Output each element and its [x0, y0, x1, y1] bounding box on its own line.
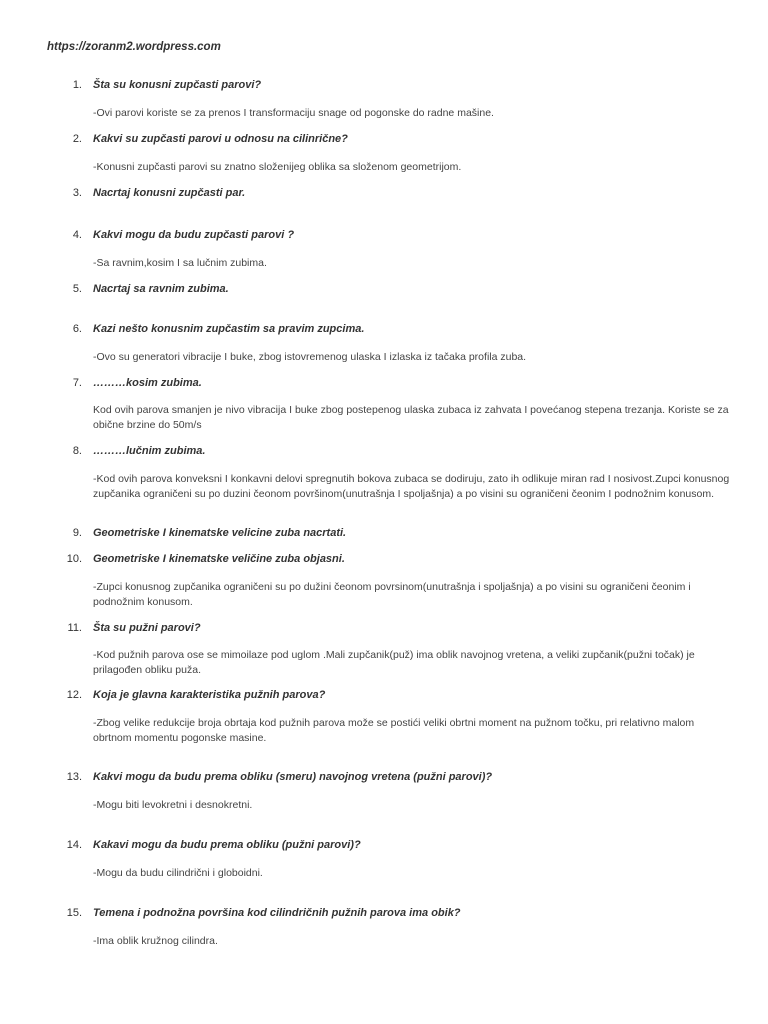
- item-number: 9.: [72, 527, 82, 539]
- item-number: 14.: [66, 839, 82, 851]
- question-text: Kakvi mogu da budu zupčasti parovi ?: [93, 229, 295, 241]
- item-number: 6.: [72, 323, 82, 335]
- question-text: Kazi nešto konusnim zupčastim sa pravim zupcima.: [93, 323, 365, 335]
- item-number: 3.: [72, 187, 82, 199]
- item-number: 8.: [72, 445, 82, 457]
- item-number: 12.: [66, 689, 82, 701]
- answer-text: -Kod ovih parova konveksni I konkavni delovi spregnutih bokova zubaca se dodiruju, zato ih odlikuje miran rad I nosivost.Zupci konusnog zupčanika ograničeni su po duzini čeonom površinom(unutrašnja I spoljašnja) a po visini su ograničeni čeonim I podnožnim konusom.: [93, 473, 730, 500]
- item-number: 1.: [72, 79, 82, 91]
- item-number: 7.: [72, 377, 82, 389]
- item-number: 10.: [66, 553, 82, 565]
- answer-text: -Mogu da budu cilindrični i globoidni.: [93, 867, 263, 879]
- item-number: 2.: [72, 133, 82, 145]
- question-text: Koja je glavna karakteristika pužnih parova?: [93, 689, 326, 701]
- question-text: Kakvi su zupčasti parovi u odnosu na cilinrične?: [93, 133, 348, 145]
- question-text: Geometriske I kinematske velicine zuba nacrtati.: [93, 527, 347, 539]
- item-number: 4.: [72, 229, 82, 241]
- question-text: Nacrtaj sa ravnim zubima.: [93, 283, 229, 295]
- question-text: Temena i podnožna površina kod cilindričnih pužnih parova ima obik?: [93, 907, 461, 919]
- answer-text: -Konusni zupčasti parovi su znatno složenijeg oblika sa složenom geometrijom.: [93, 161, 462, 173]
- question-text: Nacrtaj konusni zupčasti par.: [93, 187, 246, 199]
- answer-text: -Ovo su generatori vibracije I buke, zbog istovremenog ulaska I izlaska iz tačaka profila zuba.: [93, 351, 527, 363]
- item-number: 15.: [66, 907, 82, 919]
- header-url[interactable]: https://zoranm2.wordpress.com: [47, 41, 221, 53]
- question-text: Geometriske I kinematske veličine zuba objasni.: [93, 553, 345, 565]
- question-text: Kakavi mogu da budu prema obliku (pužni parovi)?: [93, 839, 361, 851]
- answer-text: Kod ovih parova smanjen je nivo vibracija I buke zbog postepenog ulaska zubaca iz zahvata I povećanog stepena trezanja. Koriste se za obične brzine do 50m/s: [93, 404, 729, 431]
- item-number: 5.: [72, 283, 82, 295]
- item-number: 13.: [66, 771, 82, 783]
- question-text: ………lučnim zubima.: [93, 445, 206, 457]
- question-text: Šta su pužni parovi?: [93, 622, 201, 634]
- answer-text: -Ima oblik kružnog cilindra.: [93, 935, 218, 947]
- item-number: 11.: [67, 622, 82, 634]
- question-text: Kakvi mogu da budu prema obliku (smeru) navojnog vretena (pužni parovi)?: [93, 771, 493, 783]
- answer-text: -Ovi parovi koriste se za prenos I transformaciju snage od pogonske do radne mašine.: [93, 107, 494, 119]
- answer-text: -Kod pužnih parova ose se mimoilaze pod uglom .Mali zupčanik(puž) ima oblik navojnog vretena, a veliki zupčanik(pužni točak) je prilagođen obliku puža.: [93, 649, 695, 676]
- answer-text: -Sa ravnim,kosim I sa lučnim zubima.: [93, 257, 267, 269]
- question-text: Šta su konusni zupčasti parovi?: [93, 79, 262, 91]
- answer-text: -Zupci konusnog zupčanika ograničeni su po dužini čeonom povrsinom(unutrašnja i spoljašnja) a po visini su ograničeni čeonim i podnožnim konusom.: [93, 581, 691, 608]
- answer-text: -Zbog velike redukcije broja obrtaja kod pužnih parova može se postići veliki obrtni moment na pužnom točku, pri relativno malom obrtnom momentu pogonske masine.: [93, 717, 695, 744]
- answer-text: -Mogu biti levokretni i desnokretni.: [93, 799, 253, 811]
- question-text: ………kosim zubima.: [93, 377, 202, 389]
